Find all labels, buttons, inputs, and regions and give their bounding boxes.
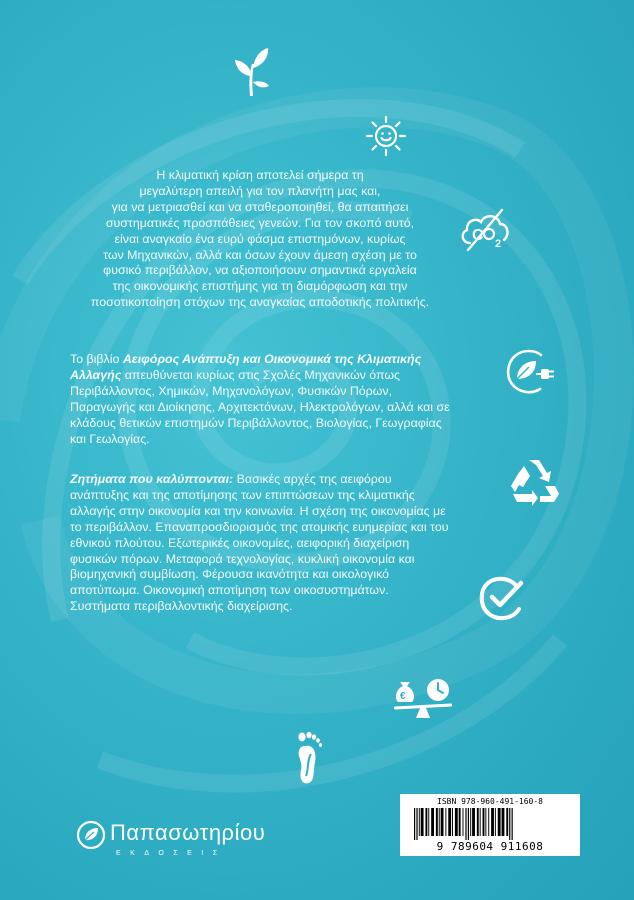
barcode-bar	[470, 808, 471, 836]
barcode-bar	[414, 808, 415, 840]
barcode-bar	[425, 808, 427, 836]
intro-line: ποσοτικοποίηση στόχων της αναγκαίας αποδοτικής πολιτικής.	[90, 295, 430, 310]
barcode-bar	[431, 808, 434, 836]
audience-body: απευθύνεται κυρίως στις Σχολές Μηχανικών όπως Περιβάλλοντος, Χημικών, Μηχανολόγων, Φυσικών Πόρων, Παραγωγής και Διοίκησης, Αρχιτεκτόνων, Ηλεκτρολόγων, αλλά και σε κλάδους θετικών επιστημών Περιβάλλοντος, Βιολογίας, Γεωγραφίας και Γεωλογίας.	[70, 367, 450, 446]
intro-line: της οικονομικής επιστήμης για τη διαμόρφωση και την	[112, 279, 408, 294]
barcode-bar	[452, 808, 453, 836]
intro-line: για να μετριασθεί και να σταθεροποιηθεί, θα απαιτήσει	[111, 199, 409, 214]
audience-intro: Το βιβλίο	[70, 352, 123, 366]
footprint-icon	[293, 730, 327, 786]
co2-cloud-icon	[458, 205, 514, 255]
barcode-bars	[410, 808, 570, 840]
publisher-emblem-icon	[76, 820, 106, 850]
intro-line: συστηματικές προσπάθειες γενεών. Για τον σκοπό αυτό,	[105, 215, 415, 230]
barcode-bar	[459, 808, 461, 836]
topics-body: Βασικές αρχές της αειφόρου ανάπτυξης και της αποτίμησης των επιπτώσεων της κλιματικής αλλαγής στην οικονομία και την κοινωνία. Η σχέση της οικονομίας με το περιβάλλον. Επαναπροσδιορισμός της ατομικής ευημερίας και του εθνικού πλούτου. Εξωτερικές οικονομίες, αειφορική διαχείριση φυσικών πόρων. Μεταφορά τεχνολογίας, κυκλική οικονομία και βιομηχανική συμβίωση. Φέρουσα ικανότητα και οικολογικό αποτύπωμα. Οικονομική αποτίμηση των οικοσυστημάτων. Συστήματα περιβαλλοντικής διαχείρισης.	[70, 472, 449, 614]
money-time-balance-icon	[390, 672, 456, 722]
barcode-bar	[428, 808, 429, 836]
barcode-bar	[477, 808, 479, 836]
co2-letter: C	[472, 227, 484, 244]
topics-text	[70, 472, 450, 615]
barcode-bar	[498, 808, 501, 836]
publisher-subtitle: ΕΚΔΟΣΕΙΣ	[116, 850, 227, 857]
barcode-bar	[463, 808, 464, 836]
intro-line: φυσικό περιβάλλον, να αξιοποιήσουν σημαντικά εργαλεία	[103, 263, 417, 278]
audience-text	[70, 352, 450, 447]
barcode-bar	[495, 808, 496, 836]
barcode-bar	[445, 808, 446, 836]
barcode-bar	[512, 808, 513, 840]
intro-line: μεγαλύτερη απειλή για τον πλανήτη μας και,	[139, 183, 381, 198]
barcode-bar	[502, 808, 505, 836]
barcode-bar	[506, 808, 508, 836]
barcode-bar	[455, 808, 458, 836]
barcode-bar	[416, 808, 417, 840]
barcode-bar	[480, 808, 481, 836]
barcode-bar	[419, 808, 420, 836]
intro-paragraph	[70, 168, 450, 311]
barcode-bar	[436, 808, 438, 836]
barcode-bar	[441, 808, 444, 836]
intro-line: είναι αναγκαίο ένα ευρύ φάσμα επιστημόνων, κυρίως	[114, 231, 406, 246]
barcode-bar	[421, 808, 424, 836]
publisher-logo	[76, 816, 296, 866]
publisher-name: Παπασωτηρίου	[110, 820, 266, 845]
topics-paragraph	[70, 472, 450, 615]
barcode-bar	[448, 808, 451, 836]
euro-symbol: €	[400, 691, 406, 702]
barcode-number: 9 789604 911608	[436, 840, 544, 853]
book-title: Αειφόρος Ανάπτυξη και Οικονομικά της Κλιματικής Αλλαγής	[70, 352, 422, 382]
barcode-bar	[509, 808, 510, 840]
intro-line: Η κλιματική κρίση αποτελεί σήμερα τη	[156, 168, 364, 182]
barcode-bar	[465, 808, 466, 840]
eco-plug-icon	[503, 346, 555, 398]
barcode-bar	[491, 808, 494, 836]
plant-sprout-icon	[232, 46, 272, 98]
co2-subscript: 2	[495, 238, 502, 250]
intro-line: των Μηχανικών, αλλά και όσων έχουν άμεση σχέση με το	[103, 247, 417, 262]
barcode-bar	[439, 808, 440, 836]
topics-lead: Ζητήματα που καλύπτονται:	[70, 472, 234, 486]
isbn-text: ISBN 978-960-491-160-8	[437, 797, 543, 806]
barcode-bar	[485, 808, 486, 836]
barcode-bar	[488, 808, 489, 836]
barcode-bar	[468, 808, 469, 840]
checkmark-circle-icon	[477, 573, 527, 623]
isbn-barcode	[400, 794, 580, 856]
audience-paragraph	[70, 352, 450, 447]
barcode-bar	[472, 808, 475, 836]
recycle-icon	[505, 456, 563, 508]
sun-icon	[365, 115, 407, 157]
barcode-bar	[483, 808, 485, 836]
